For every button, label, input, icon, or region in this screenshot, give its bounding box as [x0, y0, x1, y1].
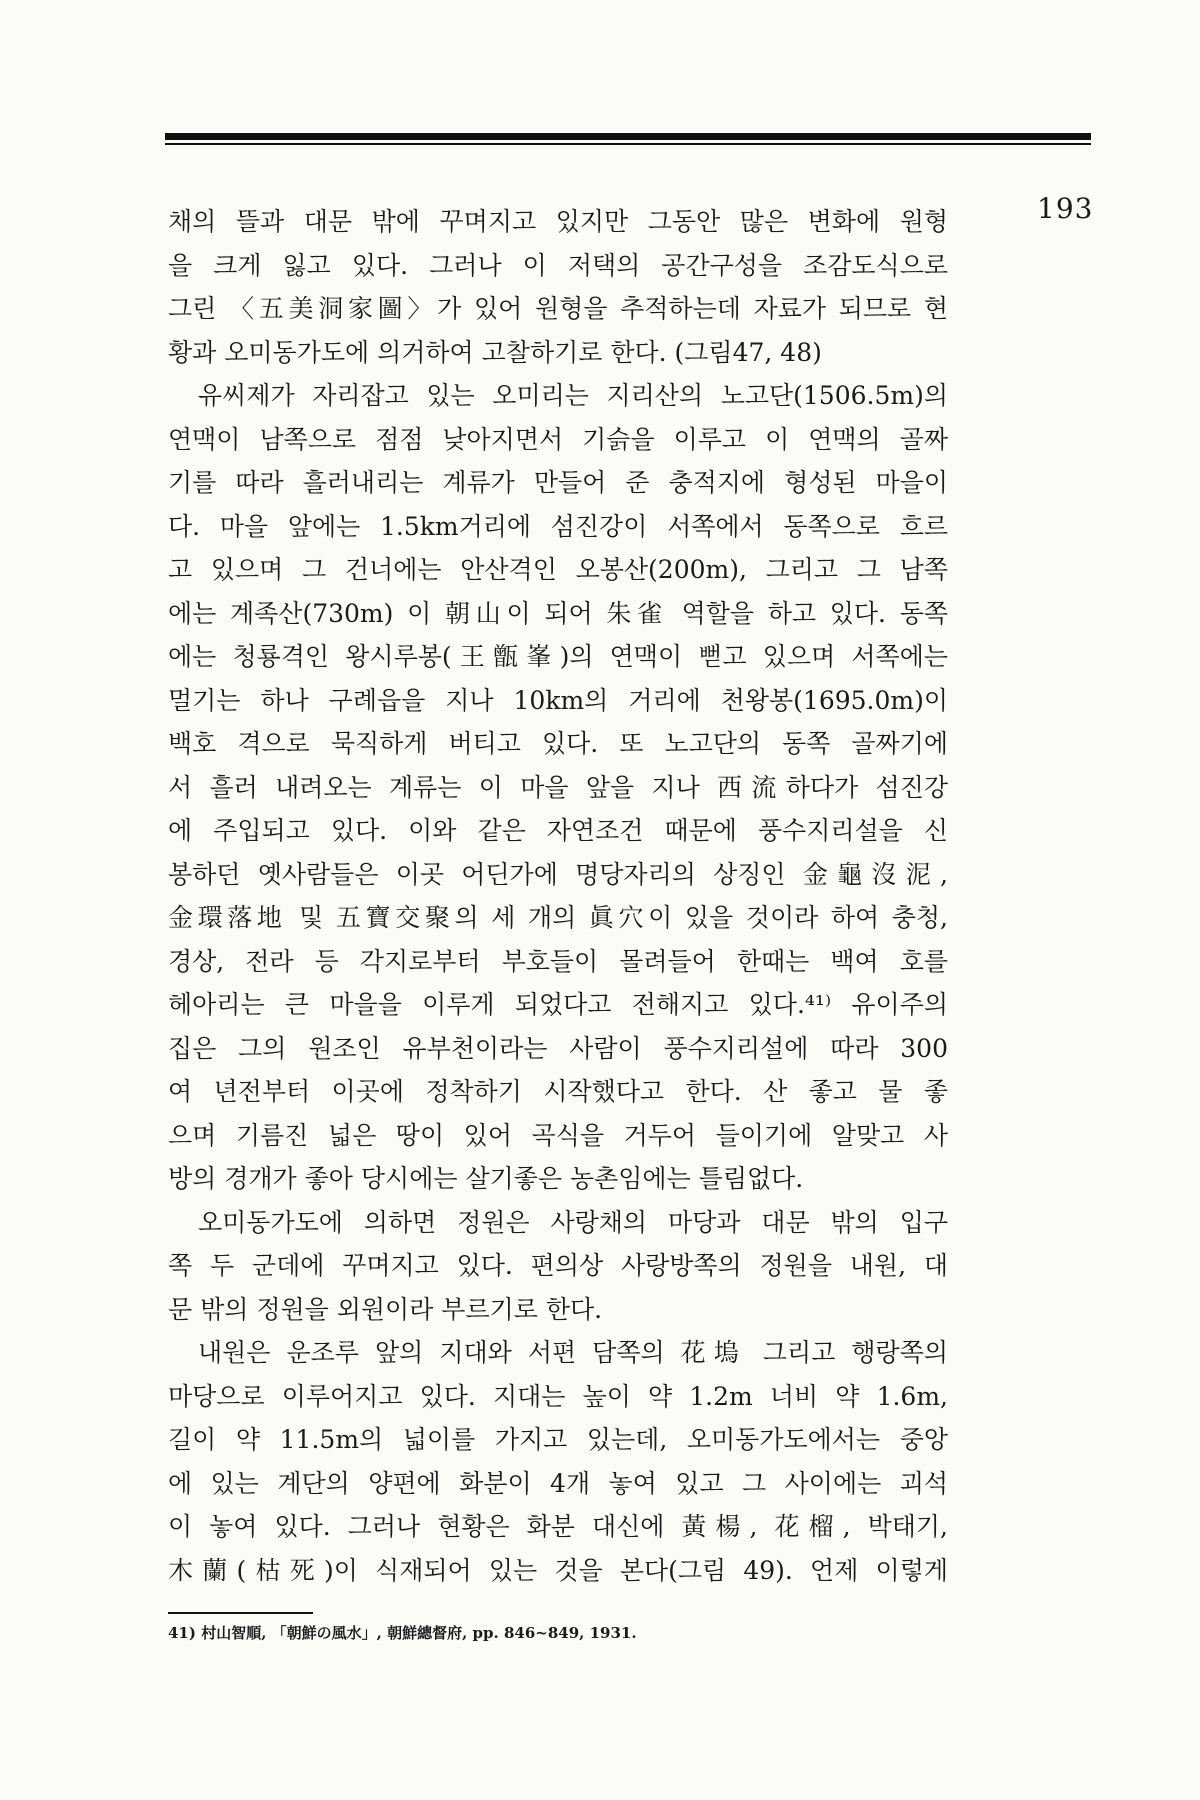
- text-line: 에는 청룡격인 왕시루봉(王甑峯)의 연맥이 뻗고 있으며 서쪽에는: [168, 642, 948, 671]
- text-line: 경상, 전라 등 각지로부터 부호들이 몰려들어 한때는 백여 호를: [168, 946, 948, 976]
- header-rule-thick: [165, 133, 1091, 140]
- text-line: 에 있는 계단의 양편에 화분이 4개 놓여 있고 그 사이에는 괴석: [168, 1468, 948, 1498]
- text-line: 기를 따라 흘러내리는 계류가 만들어 준 충적지에 형성된 마을이: [168, 468, 948, 497]
- text-line: 길이 약 11.5m의 넓이를 가지고 있는데, 오미동가도에서는 중앙: [168, 1425, 948, 1454]
- text-line: 봉하던 옛사람들은 이곳 어딘가에 명당자리의 상징인 金龜沒泥,: [168, 859, 948, 889]
- text-line: 멀기는 하나 구례읍을 지나 10km의 거리에 천왕봉(1695.0m)이: [168, 685, 948, 715]
- paragraph-start-line: 유씨제가 자리잡고 있는 오미리는 지리산의 노고단(1506.5m)의: [198, 381, 948, 410]
- text-line: 헤아리는 큰 마을을 이루게 되었다고 전해지고 있다.⁴¹⁾ 유이주의: [168, 990, 948, 1019]
- page-number: 193: [1037, 192, 1094, 225]
- text-line: 서 흘러 내려오는 계류는 이 마을 앞을 지나 西流하다가 섬진강: [168, 772, 948, 802]
- footnote-rule: [168, 1612, 313, 1614]
- text-line: 연맥이 남쪽으로 점점 낮아지면서 기슭을 이루고 이 연맥의 골짜: [168, 424, 948, 454]
- footnote: 41) 村山智順, 「朝鮮の風水」, 朝鮮總督府, pp. 846~849, 1931.: [168, 1624, 637, 1642]
- text-line: 여 년전부터 이곳에 정착하기 시작했다고 한다. 산 좋고 물 좋: [168, 1077, 948, 1106]
- text-line: 고 있으며 그 건너에는 안산격인 오봉산(200m), 그리고 그 남쪽: [168, 555, 948, 584]
- text-line: 에는 계족산(730m) 이 朝山이 되어 朱雀 역할을 하고 있다. 동쪽: [168, 598, 948, 628]
- text-line: 방의 경개가 좋아 당시에는 살기좋은 농촌임에는 틀림없다.: [168, 1164, 804, 1193]
- text-line: 백호 격으로 묵직하게 버티고 있다. 또 노고단의 동쪽 골짜기에: [168, 729, 948, 758]
- text-line: 에 주입되고 있다. 이와 같은 자연조건 때문에 풍수지리설을 신: [168, 816, 948, 845]
- body-text: [168, 200, 948, 1592]
- text-line: 마당으로 이루어지고 있다. 지대는 높이 약 1.2m 너비 약 1.6m,: [168, 1381, 948, 1411]
- text-line: 집은 그의 원조인 유부천이라는 사람이 풍수지리설에 따라 300: [168, 1033, 948, 1063]
- text-line: 문 밖의 정원을 외원이라 부르기로 한다.: [168, 1294, 603, 1324]
- text-line: 이 놓여 있다. 그러나 현황은 화분 대신에 黃楊, 花榴, 박태기,: [168, 1512, 948, 1541]
- text-line: 다. 마을 앞에는 1.5km거리에 섬진강이 서쪽에서 동쪽으로 흐르: [168, 511, 948, 541]
- text-line: 채의 뜰과 대문 밖에 꾸며지고 있지만 그동안 많은 변화에 원형: [168, 207, 948, 236]
- paragraph-start-line: 내원은 운조루 앞의 지대와 서편 담쪽의 花塢 그리고 행랑쪽의: [198, 1338, 948, 1367]
- text-line: 황과 오미동가도에 의거하여 고찰하기로 한다. (그림47, 48): [168, 337, 822, 367]
- text-line: 金環落地 및 五寶交聚의 세 개의 眞穴이 있을 것이라 하여 충청,: [168, 903, 948, 932]
- text-line: 으며 기름진 넓은 땅이 있어 곡식을 거두어 들이기에 알맞고 사: [168, 1120, 948, 1150]
- header-rule-thin: [165, 143, 1091, 145]
- text-line: 木蘭(枯死)이 식재되어 있는 것을 본다(그림 49). 언제 이렇게: [168, 1555, 948, 1585]
- text-line: 을 크게 잃고 있다. 그러나 이 저택의 공간구성을 조감도식으로: [168, 250, 948, 280]
- paragraph-start-line: 오미동가도에 의하면 정원은 사랑채의 마당과 대문 밖의 입구: [198, 1207, 948, 1237]
- text-line: 그린 〈五美洞家圖〉가 있어 원형을 추적하는데 자료가 되므로 현: [168, 294, 948, 323]
- text-line: 쪽 두 군데에 꾸며지고 있다. 편의상 사랑방쪽의 정원을 내원, 대: [168, 1251, 948, 1280]
